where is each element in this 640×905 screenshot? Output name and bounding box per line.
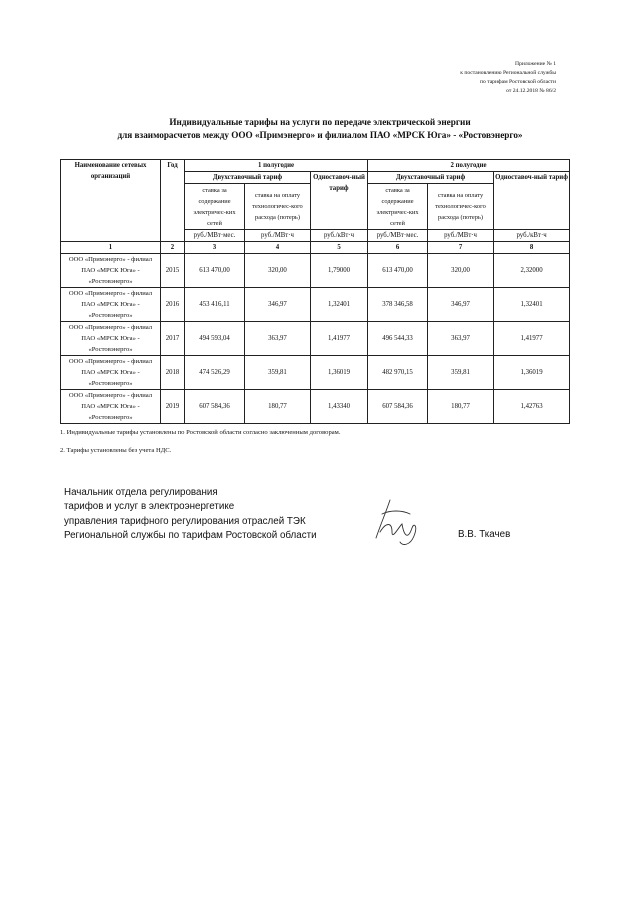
row-loss-2: 320,00	[428, 254, 494, 288]
row-maint-1: 494 593,04	[185, 322, 245, 356]
title-line-1: Индивидуальные тарифы на услуги по передаче электрической энергии	[169, 117, 471, 127]
column-number: 1	[61, 242, 161, 254]
header-half-2: 2 полугодие	[368, 160, 570, 172]
column-number: 8	[494, 242, 570, 254]
row-one-2: 2,32000	[494, 254, 570, 288]
note-2: 2. Тарифы установлены без учета НДС.	[60, 447, 172, 454]
row-org: ООО «Примэнерго» - филиал ПАО «МРСК Юга» - «Ростовэнерго»	[61, 322, 161, 356]
unit-one-2: руб./кВт·ч	[494, 230, 570, 242]
tariff-table	[60, 159, 570, 424]
row-loss-1: 359,81	[245, 356, 311, 390]
row-maint-2: 378 346,58	[368, 288, 428, 322]
row-loss-1: 346,97	[245, 288, 311, 322]
header-loss-2: ставка на оплату технологичес-кого расхода (потерь)	[428, 184, 494, 230]
appendix-line: к постановлению Региональной службы	[460, 70, 556, 76]
row-org: ООО «Примэнерго» - филиал ПАО «МРСК Юга» - «Ростовэнерго»	[61, 390, 161, 424]
handwritten-signature	[366, 492, 426, 552]
row-one-1: 1,41977	[311, 322, 368, 356]
column-number: 6	[368, 242, 428, 254]
row-loss-2: 363,97	[428, 322, 494, 356]
row-loss-2: 359,81	[428, 356, 494, 390]
row-one-1: 1,36019	[311, 356, 368, 390]
row-one-2: 1,42763	[494, 390, 570, 424]
column-number: 2	[161, 242, 185, 254]
column-number: 5	[311, 242, 368, 254]
row-year: 2018	[161, 356, 185, 390]
row-maint-1: 613 470,00	[185, 254, 245, 288]
row-one-1: 1,79000	[311, 254, 368, 288]
header-two-part-2: Двухставочный тариф	[368, 172, 494, 184]
signatory-name: В.В. Ткачев	[458, 529, 511, 540]
column-number: 7	[428, 242, 494, 254]
header-two-part-1: Двухставочный тариф	[185, 172, 311, 184]
column-number: 3	[185, 242, 245, 254]
row-maint-1: 453 416,11	[185, 288, 245, 322]
header-row-1	[61, 160, 570, 172]
row-one-2: 1,41977	[494, 322, 570, 356]
row-maint-1: 607 584,36	[185, 390, 245, 424]
row-maint-2: 482 970,15	[368, 356, 428, 390]
note-1: 1. Индивидуальные тарифы установлены по Ростовской области согласно заключенным договорам.	[60, 429, 341, 436]
column-numbers-row	[61, 242, 570, 254]
table-row	[61, 390, 570, 424]
header-maint-2: ставка за содержание электричес-ких сетей	[368, 184, 428, 230]
signatory-position: Региональной службы по тарифам Ростовской области	[64, 529, 317, 541]
unit-one-1: руб./кВт·ч	[311, 230, 368, 242]
table-row	[61, 356, 570, 390]
row-loss-2: 180,77	[428, 390, 494, 424]
row-maint-2: 613 470,00	[368, 254, 428, 288]
row-year: 2019	[161, 390, 185, 424]
table-row	[61, 322, 570, 356]
row-year: 2015	[161, 254, 185, 288]
row-year: 2016	[161, 288, 185, 322]
header-maint-1: ставка за содержание электричес-ких сетей	[185, 184, 245, 230]
header-org: Наименование сетевых организаций	[61, 160, 161, 242]
appendix-line: Приложение № 1	[515, 61, 556, 67]
row-one-1: 1,32401	[311, 288, 368, 322]
unit-loss-1: руб./МВт·ч	[245, 230, 311, 242]
unit-maint-2: руб./МВт·мес.	[368, 230, 428, 242]
table-row	[61, 254, 570, 288]
appendix-line: по тарифам Ростовской области	[480, 79, 556, 85]
row-maint-1: 474 526,29	[185, 356, 245, 390]
unit-loss-2: руб./МВт·ч	[428, 230, 494, 242]
row-loss-2: 346,97	[428, 288, 494, 322]
header-one-part-1: Одноставоч-ный тариф	[311, 172, 368, 230]
row-org: ООО «Примэнерго» - филиал ПАО «МРСК Юга» - «Ростовэнерго»	[61, 254, 161, 288]
row-org: ООО «Примэнерго» - филиал ПАО «МРСК Юга» - «Ростовэнерго»	[61, 356, 161, 390]
signatory-position: Начальник отдела регулирования	[64, 487, 218, 498]
row-one-2: 1,36019	[494, 356, 570, 390]
row-year: 2017	[161, 322, 185, 356]
header-one-part-2: Одноставоч-ный тариф	[494, 172, 570, 230]
row-one-2: 1,32401	[494, 288, 570, 322]
signatory-position: тарифов и услуг в электроэнергетике	[64, 501, 235, 513]
row-loss-1: 363,97	[245, 322, 311, 356]
row-maint-2: 496 544,33	[368, 322, 428, 356]
unit-maint-1: руб./МВт·мес.	[185, 230, 245, 242]
table-row	[61, 288, 570, 322]
row-loss-1: 320,00	[245, 254, 311, 288]
appendix-reference	[336, 60, 556, 96]
signatory-position: управления тарифного регулирования отраслей ТЭК	[64, 515, 306, 527]
header-half-1: 1 полугодие	[185, 160, 368, 172]
document-title	[40, 116, 600, 142]
row-one-1: 1,43340	[311, 390, 368, 424]
row-org: ООО «Примэнерго» - филиал ПАО «МРСК Юга» - «Ростовэнерго»	[61, 288, 161, 322]
appendix-line: от 24.12.2018 № 86/2	[506, 88, 556, 94]
title-line-2: для взаиморасчетов между ООО «Примэнерго» и филиалом ПАО «МРСК Юга» - «Ростовэнерго»	[117, 130, 523, 140]
row-loss-1: 180,77	[245, 390, 311, 424]
header-year: Год	[161, 160, 185, 242]
row-maint-2: 607 584,36	[368, 390, 428, 424]
header-loss-1: ставка на оплату технологичес-кого расхода (потерь)	[245, 184, 311, 230]
signature-block	[64, 486, 317, 543]
column-number: 4	[245, 242, 311, 254]
